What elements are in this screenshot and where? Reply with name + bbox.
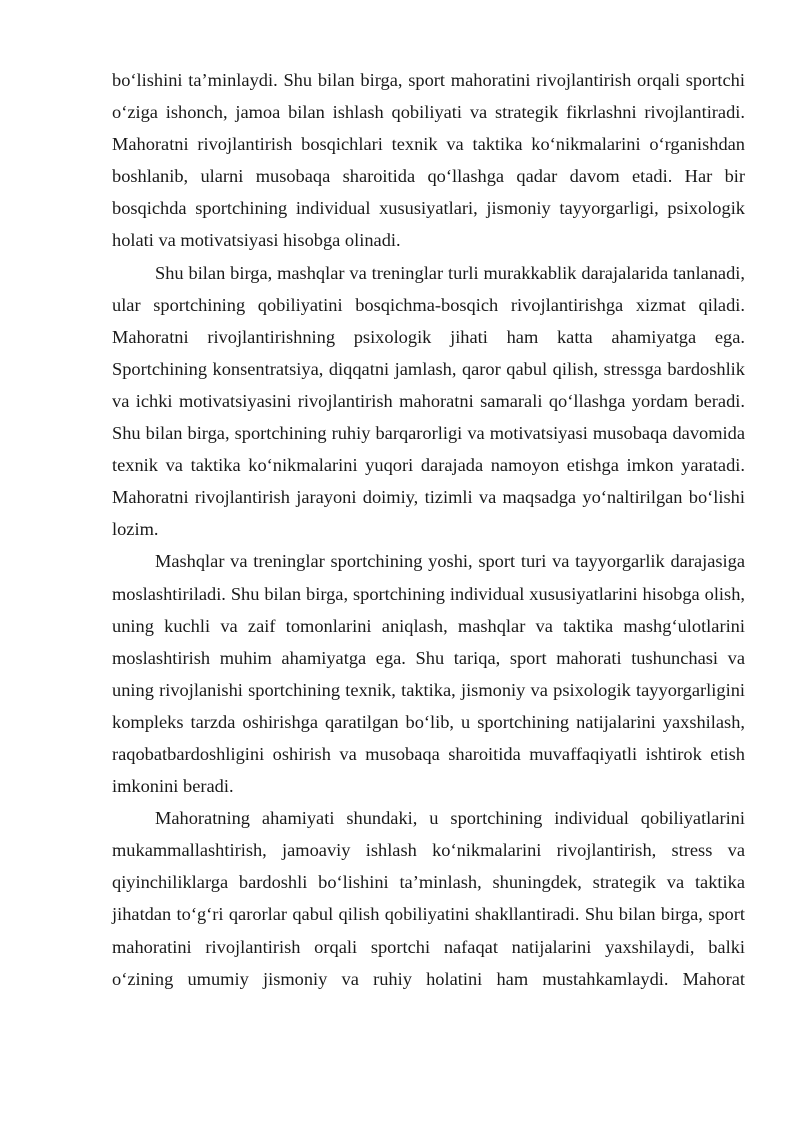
paragraph: Shu bilan birga, mashqlar va treninglar turli murakkablik darajalarida tanlanadi, ular sportchining qobiliyatini bosqichma-bosqich rivojlantirishga xizmat qiladi. Mahoratni rivojlantirishning psixologik jihati ham katta ahamiyatga ega. Sportchining konsentratsiya, diqqatni jamlash, qaror qabul qilish, stressga bardoshlik va ichki motivatsiyasini rivojlantirish mahoratni samarali qo‘llashga yordam beradi. Shu bilan birga, sportchining ruhiy barqarorligi va motivatsiyasi musobaqa davomida texnik va taktika ko‘nikmalarini yuqori darajada namoyon etishga imkon yaratadi. Mahoratni rivojlantirish jarayoni doimiy, tizimli va maqsadga yo‘naltirilgan bo‘lishi lozim. <box>112 262 745 540</box>
paragraph: Mashqlar va treninglar sportchining yoshi, sport turi va tayyorgarlik darajasiga moslashtiriladi. Shu bilan birga, sportchining individual xususiyatlarini hisobga olish, uning kuchli va zaif tomonlarini aniqlash, mashqlar va taktika mashg‘ulotlarini moslashtirish muhim ahamiyatga ega. Shu tariqa, sport mahorati tushunchasi va uning rivojlanishi sportchining texnik, taktika, jismoniy va psixologik tayyorgarligini kompleks tarzda oshirishga qaratilgan bo‘lib, u sportchining natijalarini yaxshilash, raqobatbardoshligini oshirish va musobaqa sharoitida muvaffaqiyatli ishtirok etish imkonini beradi. <box>112 551 745 797</box>
paragraph-continuation: bo‘lishini ta’minlaydi. Shu bilan birga, sport mahoratini rivojlantirish orqali sportchi o‘ziga ishonch, jamoa bilan ishlash qobiliyati va strategik fikrlashni rivojlantiradi. Mahoratni rivojlantirish bosqichlari texnik va taktika ko‘nikmalarini o‘rganishdan boshlanib, ularni musobaqa sharoitida qo‘llashga qadar davom etadi. Har bir bosqichda sportchining individual xususiyatlari, jismoniy tayyorgarligi, psixologik holati va motivatsiyasi hisobga olinadi. <box>112 70 745 251</box>
body-text <box>112 64 745 995</box>
paragraph: Mahoratning ahamiyati shundaki, u sportchining individual qobiliyatlarini mukammallashtirish, jamoaviy ishlash ko‘nikmalarini rivojlantirish, stress va qiyinchiliklarga bardoshli bo‘lishini ta’minlash, shuningdek, strategik va taktika jihatdan to‘g‘ri qarorlar qabul qilish qobiliyatini shakllantiradi. Shu bilan birga, sport mahoratini rivojlantirish orqali sportchi nafaqat natijalarini yaxshilaydi, balki o‘zining umumiy jismoniy va ruhiy holatini ham mustahkamlaydi. Mahorat <box>112 808 745 989</box>
